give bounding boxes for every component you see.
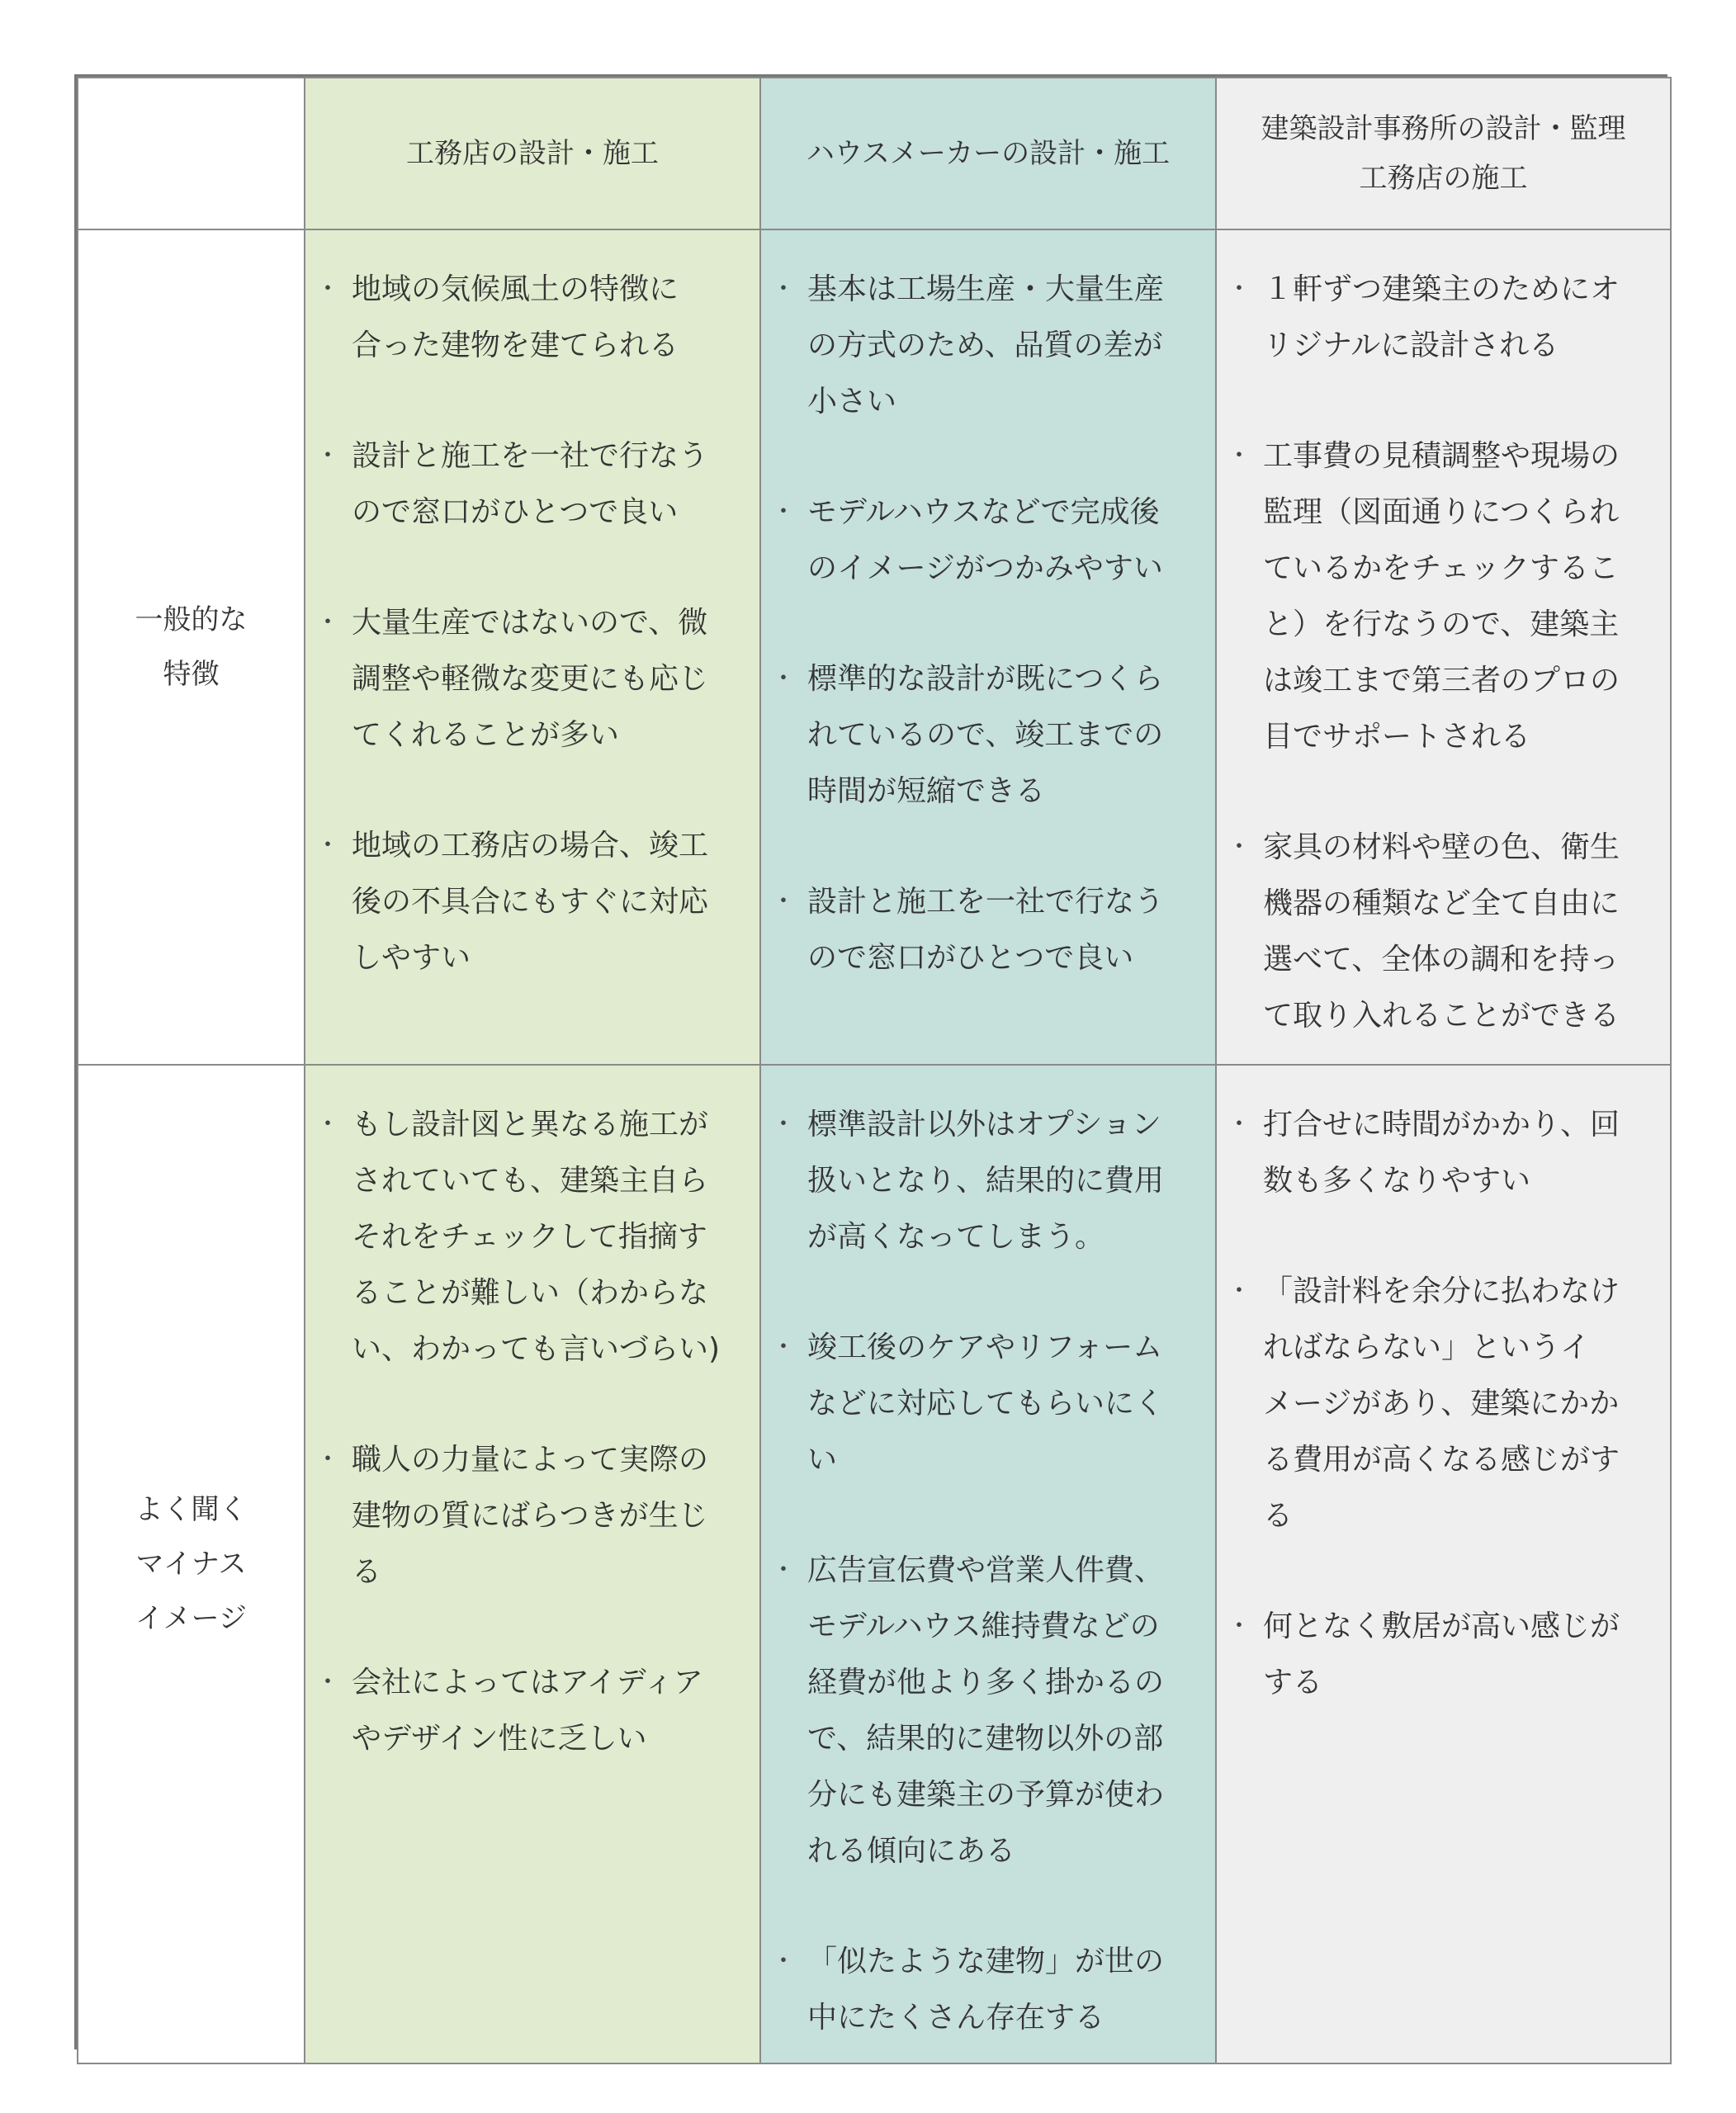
features-house-maker-cell [760, 229, 1216, 1065]
list-item-line: 後の不具合にもすぐに対応 [352, 885, 709, 919]
bullet-list [1233, 1097, 1653, 1711]
list-item [778, 485, 1199, 597]
list-item [1233, 1097, 1653, 1209]
features-komuten-cell [305, 229, 760, 1065]
list-item-line: が高くなってしまう。 [807, 1220, 1105, 1254]
list-item-line: 小さい [807, 385, 897, 418]
list-item-line: ・ もし設計図と異なる施工が [352, 1108, 709, 1142]
row-label-minus-image [78, 1065, 305, 2063]
list-item [1233, 1599, 1653, 1711]
minus-komuten-cell [305, 1065, 760, 2063]
list-item-line: ・ 家具の材料や壁の色、衛生 [1263, 830, 1620, 864]
list-item-line: 時間が短縮できる [807, 774, 1046, 808]
list-item [778, 874, 1199, 986]
list-item-line: ・ 設計と施工を一社で行なう [807, 885, 1165, 919]
list-item-line: の方式のため、品質の差が [807, 329, 1163, 362]
list-item-line: れる傾向にある [807, 1834, 1016, 1868]
list-item-line: リジナルに設計される [1263, 329, 1559, 362]
list-item-line: する [1263, 1666, 1323, 1699]
text-line: イメージ [135, 1602, 247, 1635]
text-line: 工務店の施工 [1359, 162, 1528, 195]
list-item-line: ・ 会社によってはアイディア [352, 1666, 703, 1699]
header-row [78, 78, 1671, 229]
list-item-line: ・ 職人の力量によって実際の [352, 1443, 709, 1477]
list-item [322, 1655, 743, 1767]
list-item-line: ので窓口がひとつで良い [807, 941, 1134, 975]
bullet-list [1233, 262, 1653, 1044]
comparison-grid [77, 77, 1672, 2064]
list-item [778, 262, 1199, 430]
list-item-line: ・ 工事費の見積調整や現場の [1263, 439, 1620, 473]
list-item [1233, 820, 1653, 1044]
list-item [778, 1320, 1199, 1488]
list-item-line: などに対応してもらいにく [807, 1387, 1165, 1420]
text-line: マイナス [135, 1548, 247, 1581]
bullet-list [778, 262, 1199, 986]
list-item [322, 1432, 743, 1600]
list-item-line: 合った建物を建てられる [352, 329, 679, 362]
list-item-line: ので窓口がひとつで良い [352, 495, 679, 529]
list-item [778, 651, 1199, 820]
list-item [1233, 262, 1653, 374]
list-item-line: されていても、建築主自ら [352, 1164, 709, 1198]
list-item-line: 調整や軽微な変更にも応じ [352, 662, 709, 696]
list-item-line: 分にも建築主の予算が使わ [807, 1778, 1165, 1812]
list-item-line: ているかをチェックするこ [1263, 551, 1619, 585]
list-item [778, 1543, 1199, 1879]
features-row [78, 229, 1671, 1065]
row-label-features [78, 229, 305, 1065]
list-item-line: ・ 基本は工場生産・大量生産 [807, 272, 1165, 306]
list-item-line: ・ 打合せに時間がかかり、回 [1263, 1108, 1620, 1142]
text-line: 工務店の設計・施工 [406, 137, 659, 170]
list-item-line: れているので、竣工までの [807, 718, 1164, 752]
list-item-line: 建物の質にばらつきが生じ [352, 1499, 708, 1533]
list-item-line: ・ 大量生産ではないので、微 [352, 606, 708, 640]
list-item-line: 監理（図面通りにつくられ [1263, 495, 1620, 529]
list-item [322, 262, 743, 374]
list-item [322, 818, 743, 986]
list-item-line: ・ 標準設計以外はオプション [807, 1108, 1161, 1142]
list-item [1233, 428, 1653, 765]
list-item-line: は竣工まで第三者のプロの [1263, 664, 1620, 697]
list-item-line: ればならない」というイ [1263, 1331, 1591, 1364]
list-item-line: ・ 「似たような建物」が世の [807, 1945, 1165, 1978]
list-item-line: ・ 標準的な設計が既につくら [807, 662, 1164, 696]
list-item-line: ・ 地域の気候風土の特徴に [352, 272, 679, 306]
list-item-line: ・ モデルハウスなどで完成後 [807, 495, 1160, 529]
list-item [322, 1097, 743, 1378]
list-item-line: 機器の種類など全て自由に [1263, 886, 1620, 920]
list-item-line: それをチェックして指摘す [352, 1220, 707, 1254]
features-design-office-cell [1216, 229, 1671, 1065]
list-item-line: メージがあり、建築にかか [1263, 1387, 1620, 1420]
bullet-list [322, 1097, 743, 1767]
text-line: よく聞く [135, 1493, 248, 1526]
list-item-line: ・ 設計と施工を一社で行なう [352, 439, 709, 473]
list-item [778, 1097, 1199, 1265]
list-item-line: のイメージがつかみやすい [807, 551, 1163, 585]
list-item [322, 428, 743, 541]
list-item-line: て取り入れることができる [1263, 999, 1620, 1033]
list-item-line: る費用が高くなる感じがす [1263, 1443, 1620, 1477]
list-item-line: ・ 広告宣伝費や営業人件費、 [807, 1553, 1165, 1587]
list-item-line: 中にたくさん存在する [807, 2001, 1105, 2035]
list-item [1233, 1264, 1653, 1544]
minus-image-row [78, 1065, 1671, 2063]
text-line: 一般的な [135, 603, 248, 636]
list-item-line: と）を行なうので、建築主 [1263, 607, 1620, 641]
minus-design-office-cell [1216, 1065, 1671, 2063]
list-item-line: しやすい [352, 941, 471, 975]
list-item-line: い [807, 1443, 838, 1477]
list-item-line: ・ 竣工後のケアやリフォーム [807, 1331, 1163, 1364]
header-komuten [305, 78, 760, 229]
list-item-line: ・ 何となく敷居が高い感じが [1263, 1610, 1620, 1643]
list-item-line: で、結果的に建物以外の部 [807, 1722, 1164, 1756]
list-item-line: ・ １軒ずつ建築主のためにオ [1263, 272, 1620, 306]
list-item-line: 数も多くなりやすい [1263, 1164, 1531, 1198]
comparison-table [74, 74, 1667, 2049]
list-item-line: 扱いとなり、結果的に費用 [807, 1164, 1165, 1198]
list-item-line: ることが難しい（わからな [352, 1276, 709, 1310]
header-house-maker [760, 78, 1216, 229]
text-line: 建築設計事務所の設計・監理 [1261, 112, 1626, 145]
list-item-line: る [1263, 1499, 1294, 1533]
bullet-list [322, 262, 743, 986]
list-item-line: い、わかっても言いづらい) [352, 1332, 721, 1366]
list-item-line: モデルハウス維持費などの [807, 1610, 1160, 1643]
minus-house-maker-cell [760, 1065, 1216, 2063]
corner-cell [78, 78, 305, 229]
list-item [778, 1934, 1199, 2046]
text-line: ハウスメーカーの設計・施工 [806, 137, 1171, 170]
list-item-line: 選べて、全体の調和を持っ [1263, 943, 1620, 976]
list-item-line: 目でサポートされる [1263, 720, 1531, 754]
bullet-list [778, 1097, 1199, 2046]
list-item-line: ・ 「設計料を余分に払わなけ [1263, 1274, 1620, 1308]
list-item-line: ・ 地域の工務店の場合、竣工 [352, 829, 709, 863]
list-item [322, 595, 743, 763]
text-line: 特徴 [163, 658, 220, 691]
list-item-line: やデザイン性に乏しい [352, 1722, 647, 1756]
list-item-line: てくれることが多い [352, 718, 620, 752]
list-item-line: 経費が他より多く掛かるの [807, 1666, 1165, 1699]
list-item-line: る [352, 1555, 382, 1589]
header-design-office [1216, 78, 1671, 229]
